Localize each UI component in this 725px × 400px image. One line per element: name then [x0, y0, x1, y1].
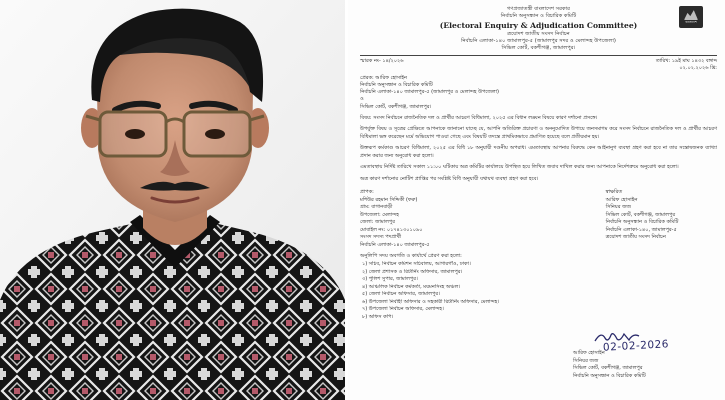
addressee-line: প্রেরক: আরিফ হোসাইন: [360, 74, 407, 81]
addressee-line: ও: [360, 96, 364, 103]
sender-line: সিভিল কোর্ট, বকশীগঞ্জ, জামালপুর: [605, 211, 676, 218]
sender-line: আরিফ হোসাইন: [605, 196, 638, 203]
sender-line: ত্রয়োদশ জাতীয় সংসদ নির্বাচন: [605, 234, 666, 241]
addressee-line: সিভিল কোর্ট, বকশীগঞ্জ, জামালপুর।: [360, 103, 432, 110]
signature-line: নির্বাচনি অনুসন্ধান ও বিচারিক কমিটি: [573, 372, 646, 379]
sender-heading: স্বাক্ষরিত: [605, 189, 623, 196]
govt-line: গণপ্রজাতন্ত্রী বাংলাদেশ সরকার: [507, 6, 570, 12]
signature-block: [573, 330, 703, 380]
recipient-line: মোবাইল নং: ০১৭৪১৩০১০৯০: [360, 226, 423, 233]
copy-item: ২) জেলা প্রশাসক ও রিটার্নিং অফিসার, জামালপুর।: [362, 268, 463, 275]
portrait-photo: [0, 0, 345, 400]
recipient-line: উপজেলা: মেলান্দহ: [360, 211, 399, 218]
memo-date: [656, 58, 717, 72]
recipient-line: মশিউর রহমান সিদ্দিকী (ফরু): [360, 196, 418, 203]
copies-list: [360, 261, 556, 321]
memo-date-en: ০২.০২.২০২৬ খ্রি:: [679, 64, 717, 71]
recipient-line: গ্রাম: বাগানবাড়ী: [360, 204, 393, 211]
copy-item: ৫) জেলা নির্বাচন অফিসার, জামালপুর।: [362, 291, 440, 298]
parliament-line: ত্রয়োদশ জাতীয় সংসদ নির্বাচন: [507, 31, 570, 38]
sender-block: [546, 189, 717, 249]
recipient-line: নির্বাচনি এলাকা-১৪০ জামালপুর-৫: [360, 241, 430, 248]
body-paragraph: এমতাবস্থায় নির্দিষ্ট তারিখে সকাল ১১:০০ ঘটিকায় অত্র কমিটির কার্যালয়ে উপস্থিত হয়ে লিখিত জবাব দাখিল করার জন্য আপনাকে নির্দেশক্রমে অনুরোধ করা হলো।: [360, 164, 679, 171]
recipient-sender-row: [360, 189, 717, 249]
memo-row: [360, 58, 717, 72]
official-notice-document: [348, 0, 725, 400]
subject-line: বিষয়: সংসদ নির্বাচনে রাজনৈতিক দল ও প্রার্থীর আচরণ বিধিমালা, ২০২৫ এর বিধান লঙ্ঘন বিষয়ে কারণ দর্শানো প্রসঙ্গে।: [360, 114, 598, 121]
signature-line: আরিফ হোসাইন: [573, 350, 605, 356]
header-rule: [360, 55, 717, 56]
portrait-illustration: [0, 0, 345, 400]
copy-item: ৩) পুলিশ সুপার, জামালপুর।: [362, 276, 418, 283]
committee-name-bn: নির্বাচনি অনুসন্ধান ও বিচারিক কমিটি: [500, 13, 577, 20]
recipient-line: সংসদ সদস্য পদপ্রার্থী: [360, 234, 402, 241]
addressee-line: নির্বাচনি অনুসন্ধান ও বিচারিক কমিটি: [360, 81, 433, 88]
addressee-line: নির্বাচনি এলাকা-১৪০ জামালপুর-৫ (জামালপুর ও মেলান্দহ উপজেলা): [360, 89, 500, 96]
seal-label: বাংলাদেশ: [685, 20, 697, 24]
body-paragraph: উপর্যুক্ত বিষয় ও সূত্রের প্রেক্ষিতে আপনাকে জানানো যাচ্ছে যে, আপনি অতিরিক্ত প্রচারণা ও অননুমোদিত উপায়ে জনসমাগম করে সংসদ নির্বাচনে রাজনৈতিক দল ও প্রার্থীর আচরণ বিধিমালা ভঙ্গ করেছেন মর্মে অভিযোগ পাওয়া গেছে এবং বিষয়টি তদন্তে প্রাথমিকভাবে প্রমাণিত হয়েছে বলে প্রতীয়মান হয়।: [360, 126, 717, 140]
signature-line: সিনিয়র জজ: [573, 357, 599, 364]
recipient-line: জেলা: জামালপুর: [360, 219, 395, 226]
commission-seal-icon: [679, 6, 703, 28]
addressee-block: [360, 75, 717, 111]
copy-item: ৬) উপজেলা নির্বাহী অফিসার ও সহকারী রিটার্নিং অফিসার, মেলান্দহ।: [362, 298, 500, 305]
body-paragraph: অত্র কারণ দর্শানোর নোটিশ প্রাপ্তির পর সংশ্লিষ্ট বিধি অনুযায়ী যথাযথ ব্যবস্থা গ্রহণ করা হবে।: [360, 175, 539, 182]
body-paragraph: উক্তরূপ কর্মকাণ্ড আচরণ বিধিমালা, ২০২৫ এর বিধি ১৮ অনুযায়ী দণ্ডনীয় অপরাধ। এমতাবস্থায় আপনার বিরুদ্ধে কেন আইনানুগ ব্যবস্থা গ্রহণ করা হবে না তার সন্তোষজনক ব্যাখ্যা প্রদান করার জন্য অনুরোধ করা হলো।: [360, 145, 717, 159]
committee-name-en: (Electoral Enquiry & Adjudication Committee): [439, 21, 638, 31]
copy-item: ১) সচিব, নির্বাচন কমিশন সচিবালয়, আগারগাঁও, ঢাকা।: [362, 261, 471, 268]
copy-item: ৮) অফিস কপি।: [362, 313, 394, 320]
signature-line: সিভিল কোর্ট, বকশীগঞ্জ, জামালপুর: [573, 365, 643, 371]
office-line: সিভিল কোর্ট, বকশীগঞ্জ, জামালপুর।: [501, 45, 576, 52]
memo-date-bn: তারিখ: ১৯ই মাঘ ১৪৩২ বঙ্গাব্দ: [655, 58, 717, 65]
copies-heading: অনুলিপি সদয় অবগতি ও কার্যার্থে প্রেরণ করা হলো:: [360, 253, 462, 260]
memo-number: স্মারক নং- ১৪/২০২৬: [360, 58, 404, 65]
sender-line: নির্বাচনি অনুসন্ধান ও বিচারিক কমিটি: [605, 219, 679, 226]
signature-date: 02-02-2026: [602, 338, 670, 354]
sender-line: নির্বাচনি এলাকা-১৪০, জামালপুর-৫: [605, 226, 677, 233]
copy-item: ৭) উপজেলা নির্বাচন অফিসার, মেলান্দহ।: [362, 306, 444, 313]
sender-line: সিনিয়র জজ: [605, 204, 632, 211]
recipient-heading: প্রাপক:: [360, 189, 374, 196]
constituency-line: নির্বাচনি এলাকা-১৪০ জামালপুর-৫ (জামালপুর সদর ও মেলান্দহ উপজেলা): [461, 38, 616, 45]
copy-item: ৪) আঞ্চলিক নির্বাচন কর্মকর্তা, ময়মনসিংহ অঞ্চল।: [362, 283, 461, 290]
recipient-block: [360, 189, 531, 249]
